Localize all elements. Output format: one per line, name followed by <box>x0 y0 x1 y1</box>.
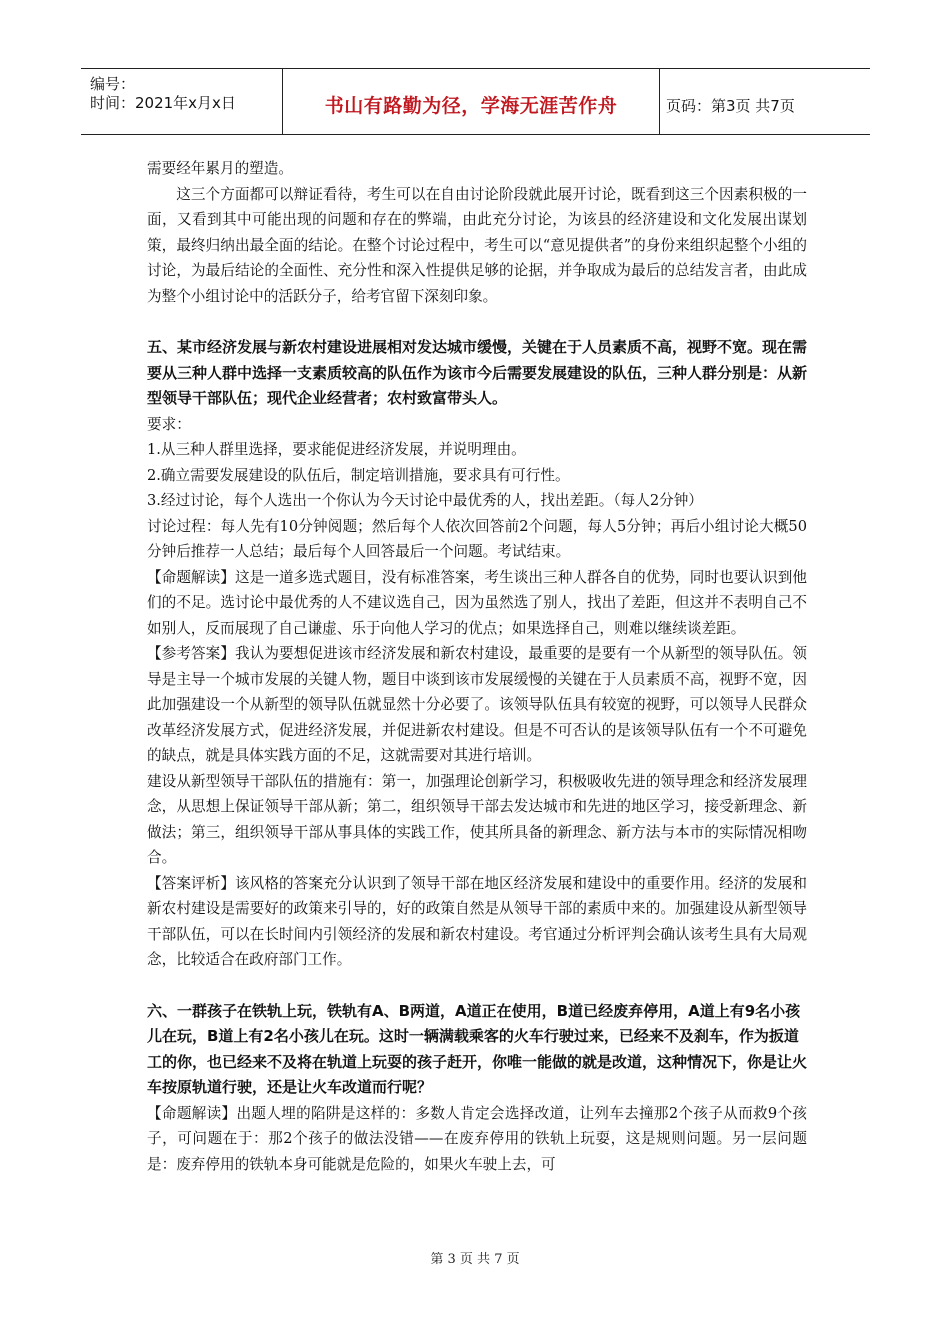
requirement-item: 3.经过讨论，每个人选出一个你认为今天讨论中最优秀的人，找出差距。（每人2分钟） <box>147 492 703 509</box>
date-label: 时间：2021年x月x日 <box>90 94 236 112</box>
question-five: 五、某市经济发展与新农村建设进展相对发达城市缓慢，关键在于人员素质不高，视野不宽。现在需要从三种人群中选择一支素质较高的队伍作为该市今后需要发展建设的队伍，三种人群分别是：从新型领导干部队伍；现代企业经营者；农村致富带头人。 <box>147 338 808 407</box>
paragraph: 这三个方面都可以辩证看待，考生可以在自由讨论阶段就此展开讨论，既看到这三个因素积极的一面，又看到其中可能出现的问题和存在的弊端，由此充分讨论，为该县的经济建设和文化发展出谋划策，最终归纳出最全面的结论。在整个讨论过程中，考生可以“意见提供者”的身份来组织起整个小组的讨论，为最后结论的全面性、充分性和深入性提供足够的论据，并争取成为最后的总结发言者，由此成为整个小组讨论中的活跃分子，给考官留下深刻印象。 <box>147 185 807 305</box>
question-six: 六、一群孩子在铁轨上玩，铁轨有A、B两道，A道正在使用，B道已经废弃停用，A道上有9名小孩儿在玩，B道上有2名小孩儿在玩。这时一辆满载乘客的火车行驶过来，已经来不及刹车，作为扳道工的你，也已经来不及将在轨道上玩耍的孩子赶开，你唯一能做的就是改道，这种情况下，你是让火车按原轨道行驶，还是让火车改道而行呢？ <box>147 1001 808 1096</box>
number-label: 编号： <box>90 75 136 93</box>
question-interpretation: 【命题解读】出题人埋的陷阱是这样的：多数人肯定会选择改道，让列车去撞那2个孩子从而救9个孩子，可问题在于：那2个孩子的做法没错——在废弃停用的铁轨上玩耍，这是规则问题。另一层问题是：废弃停用的铁轨本身可能就是危险的，如果火车驶上去，可 <box>147 1104 807 1173</box>
header-motto: 书山有路勤为径，学海无涯苦作舟 <box>324 95 618 117</box>
requirements-label: 要求： <box>147 415 191 433</box>
reference-answer: 【参考答案】我认为要想促进该市经济发展和新农村建设，最重要的是要有一个从新型的领导队伍。领导是主导一个城市发展的关键人物，题目中谈到该市发展缓慢的关键在于人员素质不高，视野不宽，因此加强建设一个从新型的领导队伍就显然十分必要了。该领导队伍具有较宽的视野，可以领导人民群众改革经济发展方式，促进经济发展，并促进新农村建设。但是不可否认的是该领导队伍有一个不可避免的缺点，就是具体实践方面的不足，这就需要对其进行培训。 <box>147 645 807 764</box>
requirement-item: 2.确立需要发展建设的队伍后，制定培训措施，要求具有可行性。 <box>147 466 570 484</box>
discussion-process: 讨论过程：每人先有10分钟阅题；然后每个人依次回答前2个问题，每人5分钟；再后小组讨论大概50分钟后推荐一人总结；最后每个人回答最后一个问题。考试结束。 <box>147 517 807 560</box>
question-interpretation: 【命题解读】这是一道多选式题目，没有标准答案，考生谈出三种人群各自的优势，同时也要认识到他们的不足。选讨论中最优秀的人不建议选自己，因为虽然选了别人，找出了差距，但这并不表明自己不如别人，反而展现了自己谦虚、乐于向他人学习的优点；如果选择自己，则难以继续谈差距。 <box>147 568 807 637</box>
header-left-cell <box>81 69 283 134</box>
header-motto-cell <box>283 69 660 134</box>
header-page-info: 页码：第3页 共7页 <box>666 97 795 115</box>
document-body <box>147 156 807 1177</box>
header-page-cell <box>660 69 870 134</box>
paragraph: 需要经年累月的塑造。 <box>147 160 293 177</box>
page-footer: 第 3 页 共 7 页 <box>430 1252 520 1267</box>
page-header <box>81 68 870 135</box>
requirement-item: 1.从三种人群里选择，要求能促进经济发展，并说明理由。 <box>147 441 526 458</box>
answer-evaluation: 【答案评析】该风格的答案充分认识到了领导干部在地区经济发展和建设中的重要作用。经济的发展和新农村建设是需要好的政策来引导的，好的政策自然是从领导干部的素质中来的。加强建设从新型领导干部队伍，可以在长时间内引领经济的发展和新农村建设。考官通过分析评判会确认该考生具有大局观念，比较适合在政府部门工作。 <box>147 874 807 968</box>
paragraph: 建设从新型领导干部队伍的措施有：第一，加强理论创新学习，积极吸收先进的领导理念和经济发展理念，从思想上保证领导干部从新；第二，组织领导干部去发达城市和先进的地区学习，接受新理念、新做法；第三，组织领导干部从事具体的实践工作，使其所具备的新理念、新方法与本市的实际情况相吻合。 <box>147 772 807 866</box>
